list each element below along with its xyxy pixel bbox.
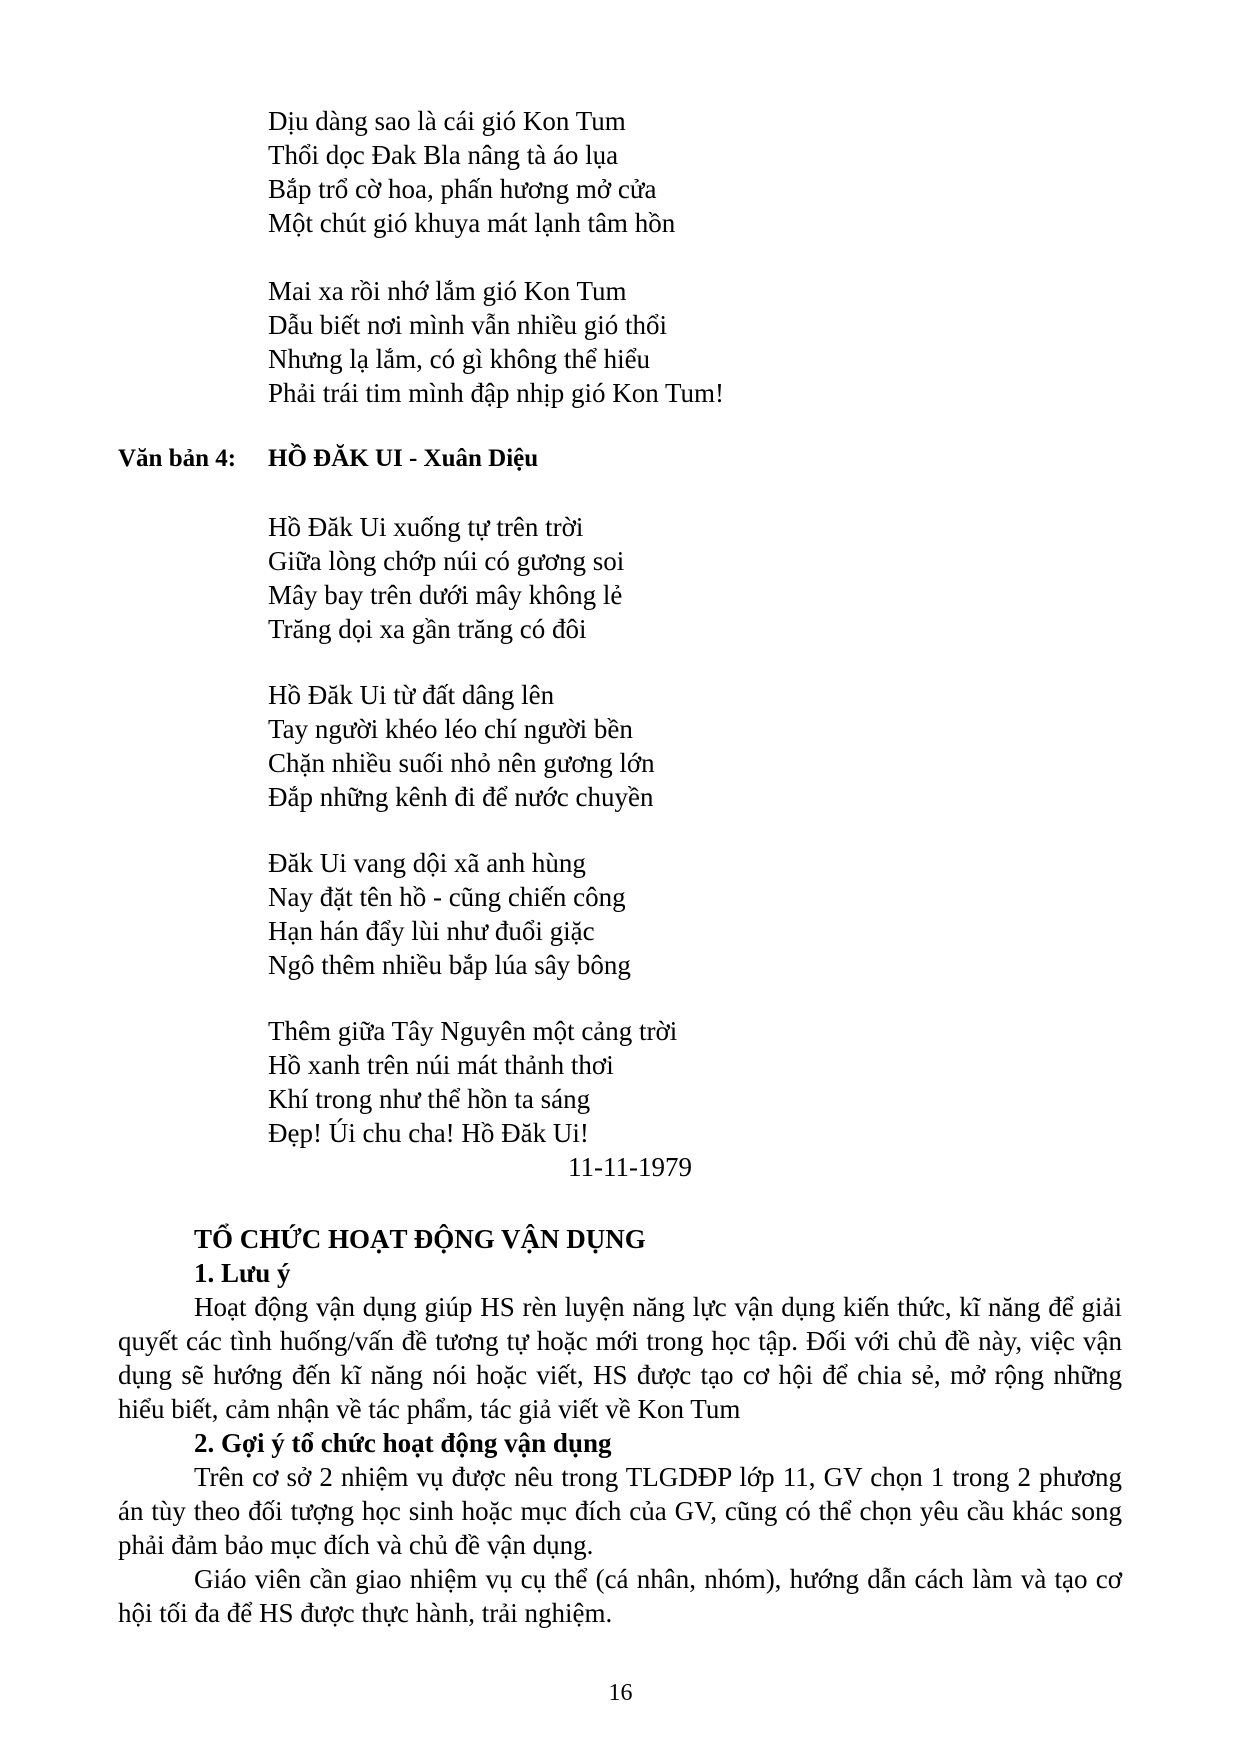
poem-line: Dịu dàng sao là cái gió Kon Tum bbox=[268, 106, 626, 136]
poem-line: Khí trong như thể hồn ta sáng bbox=[268, 1084, 591, 1114]
poem-line: Đẹp! Úi chu cha! Hồ Đăk Ui! bbox=[268, 1118, 589, 1148]
poem-line: Tay người khéo léo chí người bền bbox=[268, 714, 633, 744]
paragraph: Trên cơ sở 2 nhiệm vụ được nêu trong TLGDĐP lớp 11, GV chọn 1 trong 2 phương án tùy theo đối tượng học sinh hoặc mục đích của GV, cũng có thể chọn yêu cầu khác song phải đảm bảo mục đích và chủ đề vận dụng. bbox=[118, 1462, 1122, 1560]
poem-line: Đắp những kênh đi để nước chuyền bbox=[268, 782, 654, 812]
subheading-suggestion: 2. Gợi ý tổ chức hoạt động vận dụng bbox=[194, 1428, 612, 1458]
poem-title: HỒ ĐĂK UI - Xuân Diệu bbox=[268, 445, 539, 472]
poem-line: Mây bay trên dưới mây không lẻ bbox=[268, 580, 623, 610]
poem-date: 11-11-1979 bbox=[568, 1152, 692, 1182]
poem-line: Hồ xanh trên núi mát thảnh thơi bbox=[268, 1050, 614, 1080]
section-heading: TỔ CHỨC HOẠT ĐỘNG VẬN DỤNG bbox=[194, 1224, 646, 1254]
poem-line: Thêm giữa Tây Nguyên một cảng trời bbox=[268, 1016, 678, 1046]
text-label: Văn bản 4: bbox=[118, 445, 237, 472]
poem-line: Đăk Ui vang dội xã anh hùng bbox=[268, 848, 586, 878]
poem-line: Bắp trổ cờ hoa, phấn hương mở cửa bbox=[268, 174, 657, 204]
poem-line: Hồ Đăk Ui xuống tự trên trời bbox=[268, 512, 584, 542]
poem-line: Nhưng lạ lắm, có gì không thể hiểu bbox=[268, 344, 651, 374]
poem-line: Phải trái tim mình đập nhịp gió Kon Tum! bbox=[268, 378, 725, 408]
paragraph: Giáo viên cần giao nhiệm vụ cụ thể (cá nhân, nhóm), hướng dẫn cách làm và tạo cơ hội tối đa để HS được thực hành, trải nghiệm. bbox=[118, 1564, 1122, 1628]
poem-line: Giữa lòng chớp núi có gương soi bbox=[268, 546, 625, 576]
poem-line: Một chút gió khuya mát lạnh tâm hồn bbox=[268, 208, 676, 238]
poem-line: Hồ Đăk Ui từ đất dâng lên bbox=[268, 680, 555, 710]
page-number: 16 bbox=[608, 1680, 633, 1706]
poem-line: Dẫu biết nơi mình vẫn nhiều gió thổi bbox=[268, 310, 667, 340]
poem-line: Thổi dọc Đak Bla nâng tà áo lụa bbox=[268, 140, 619, 170]
poem-line: Mai xa rồi nhớ lắm gió Kon Tum bbox=[268, 276, 627, 306]
poem-line: Nay đặt tên hồ - cũng chiến công bbox=[268, 882, 626, 912]
poem-line: Chặn nhiều suối nhỏ nên gương lớn bbox=[268, 748, 655, 778]
poem-line: Hạn hán đẩy lùi như đuổi giặc bbox=[268, 916, 595, 946]
subheading-note: 1. Lưu ý bbox=[194, 1258, 291, 1288]
poem-line: Trăng dọi xa gần trăng có đôi bbox=[268, 614, 587, 644]
poem-line: Ngô thêm nhiều bắp lúa sây bông bbox=[268, 950, 631, 980]
paragraph: Hoạt động vận dụng giúp HS rèn luyện năng lực vận dụng kiến thức, kĩ năng để giải quyết các tình huống/vấn đề tương tự hoặc mới trong học tập. Đối với chủ đề này, việc vận dụng sẽ hướng đến kĩ năng nói hoặc viết, HS được tạo cơ hội để chia sẻ, mở rộng những hiểu biết, cảm nhận về tác phẩm, tác giả viết về Kon Tum bbox=[118, 1292, 1122, 1424]
